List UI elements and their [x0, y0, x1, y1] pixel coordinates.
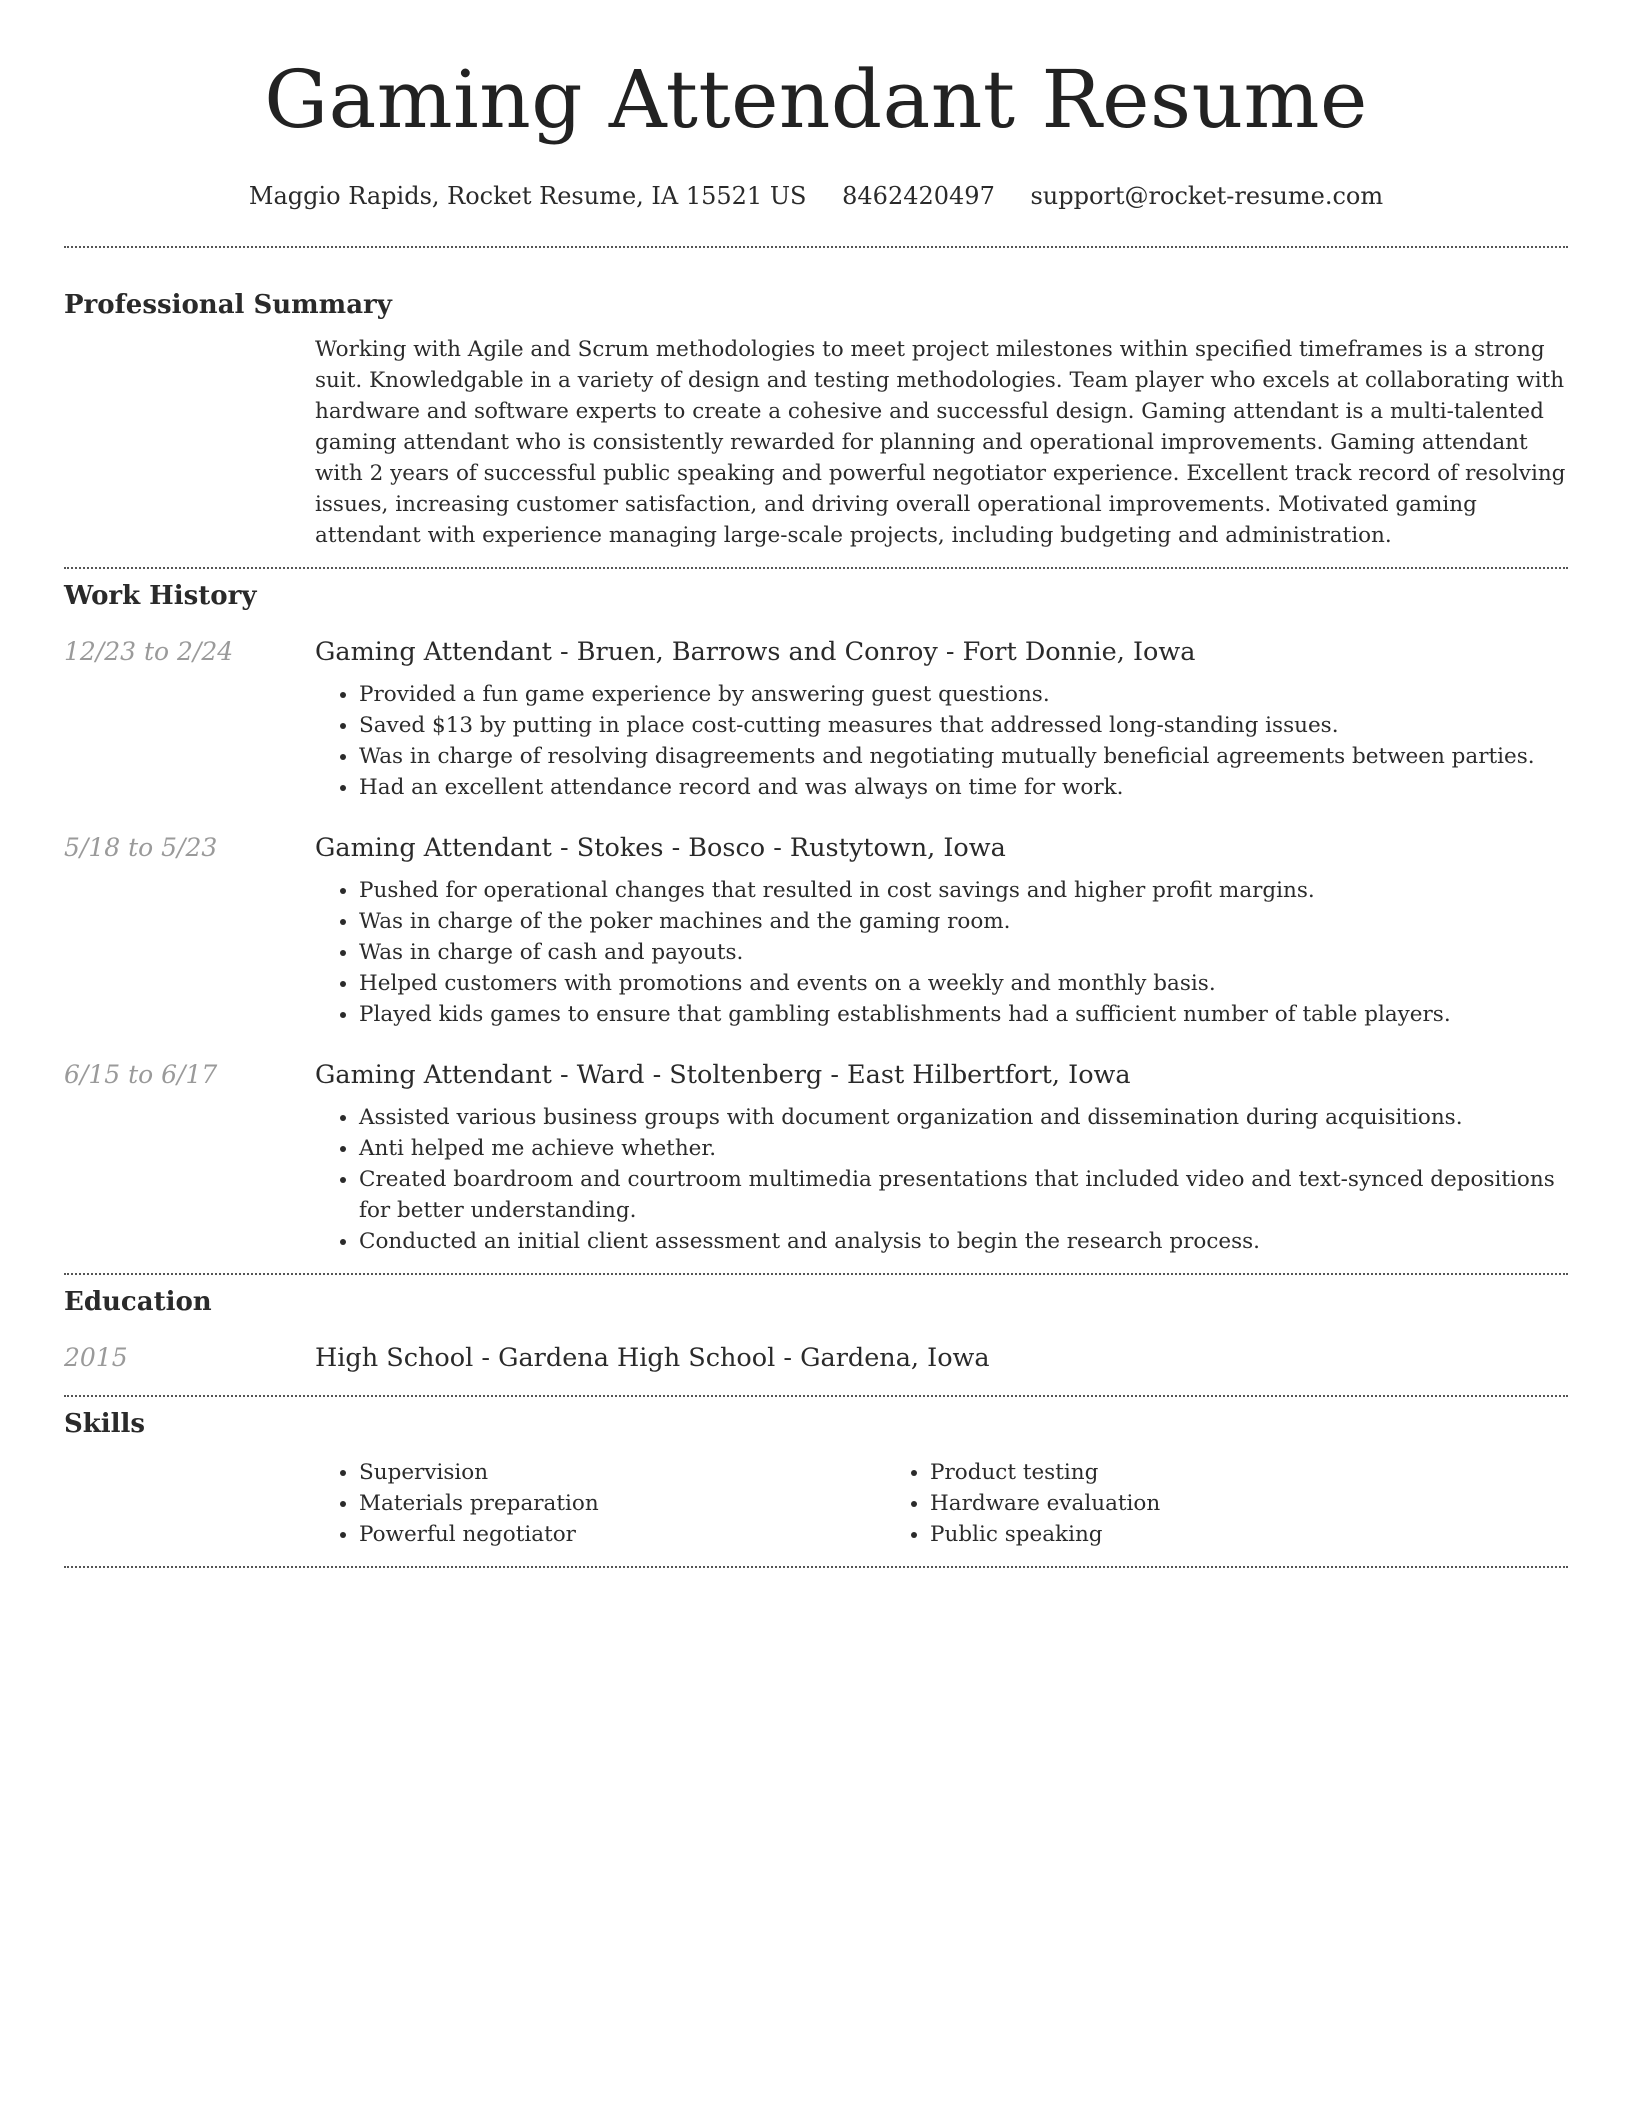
- job-title: Gaming Attendant - Bruen, Barrows and Conroy - Fort Donnie, Iowa: [315, 637, 1196, 667]
- education-section: [64, 1275, 1568, 1375]
- summary-text: Working with Agile and Scrum methodologies to meet project milestones within specified timeframes is a strong suit. Knowledgable in a variety of design and testing methodologies. Team player who excels at collaborating with hardware and software experts to create a cohesive and successful design. Gaming attendant is a multi-talented gaming attendant who is consistently rewarded for planning and operational improvements. Gaming attendant with 2 years of successful public speaking and powerful negotiator experience. Excellent track record of resolving issues, increasing customer satisfaction, and driving overall operational improvements. Motivated gaming attendant with experience managing large-scale projects, including budgeting and administration.: [315, 337, 1566, 548]
- list-item: • Assisted various business groups with document organization and dissemination during acquisitions.: [359, 1102, 1568, 1133]
- contact-address: Maggio Rapids, Rocket Resume, IA 15521 US: [248, 182, 807, 210]
- resume-title: Gaming Attendant Resume: [264, 53, 1368, 146]
- list-item: • Provided a fun game experience by answering guest questions.: [359, 679, 1568, 710]
- section-title-work-history: Work History: [64, 581, 257, 611]
- job-dates: 5/18 to 5/23: [64, 833, 218, 862]
- job-bullets: [315, 1102, 1568, 1257]
- job-title: Gaming Attendant - Stokes - Bosco - Rustytown, Iowa: [315, 833, 1006, 863]
- skill-item: • Powerful negotiator: [359, 1519, 886, 1550]
- job-entry: [64, 1058, 1568, 1257]
- list-item: • Saved $13 by putting in place cost-cutting measures that addressed long-standing issues.: [359, 710, 1568, 741]
- list-item: • Was in charge of cash and payouts.: [359, 937, 1568, 968]
- contact-email: support@rocket-resume.com: [1030, 182, 1384, 210]
- job-title: Gaming Attendant - Ward - Stoltenberg - East Hilbertfort, Iowa: [315, 1060, 1131, 1090]
- skill-item: • Public speaking: [930, 1519, 1457, 1550]
- skill-item: • Product testing: [930, 1457, 1457, 1488]
- job-entry: [64, 831, 1568, 1030]
- skills-section: [64, 1397, 1568, 1550]
- list-item: • Had an excellent attendance record and was always on time for work.: [359, 772, 1568, 803]
- list-item: • Conducted an initial client assessment and analysis to begin the research process.: [359, 1226, 1568, 1257]
- list-item: • Played kids games to ensure that gambling establishments had a sufficient number of table players.: [359, 999, 1568, 1030]
- section-title-summary: Professional Summary: [64, 290, 392, 320]
- divider: [64, 1566, 1568, 1568]
- skills-column-left: [315, 1457, 886, 1550]
- work-history-section: [64, 569, 1568, 1257]
- skills-column-right: [886, 1457, 1457, 1550]
- contact-phone: 8462420497: [842, 182, 995, 210]
- education-year: 2015: [64, 1343, 128, 1372]
- job-entry: [64, 635, 1568, 803]
- job-bullets: [315, 875, 1568, 1030]
- list-item: • Anti helped me achieve whether.: [359, 1133, 1568, 1164]
- list-item: • Created boardroom and courtroom multimedia presentations that included video and text-synced depositions for better understanding.: [359, 1164, 1568, 1226]
- list-item: • Pushed for operational changes that resulted in cost savings and higher profit margins.: [359, 875, 1568, 906]
- section-title-skills: Skills: [64, 1409, 146, 1439]
- list-item: • Was in charge of the poker machines and the gaming room.: [359, 906, 1568, 937]
- job-dates: 12/23 to 2/24: [64, 637, 234, 666]
- skills-list: [315, 1457, 1457, 1550]
- job-bullets: [315, 679, 1568, 803]
- education-entry: [64, 1341, 1568, 1375]
- list-item: • Helped customers with promotions and events on a weekly and monthly basis.: [359, 968, 1568, 999]
- education-title: High School - Gardena High School - Gardena, Iowa: [315, 1343, 990, 1373]
- summary-section: [64, 248, 1568, 551]
- list-item: • Was in charge of resolving disagreements and negotiating mutually beneficial agreements between parties.: [359, 741, 1568, 772]
- skill-item: • Materials preparation: [359, 1488, 886, 1519]
- skill-item: • Supervision: [359, 1457, 886, 1488]
- job-dates: 6/15 to 6/17: [64, 1060, 218, 1089]
- skill-item: • Hardware evaluation: [930, 1488, 1457, 1519]
- section-title-education: Education: [64, 1287, 212, 1317]
- contact-line: [64, 180, 1568, 212]
